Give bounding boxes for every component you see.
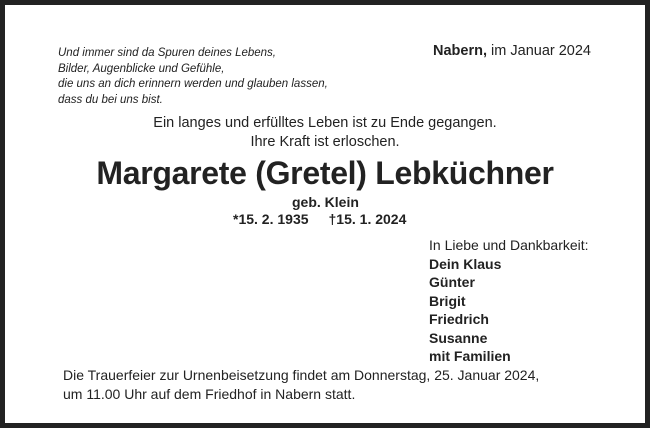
quote-line: die uns an dich erinnern werden und glauben lassen, xyxy=(58,78,328,90)
mourner-name: Günter xyxy=(429,274,475,290)
deceased-name: Margarete (Gretel) Lebküchner xyxy=(96,155,554,191)
quote-line: Und immer sind da Spuren deines Lebens, xyxy=(58,47,276,59)
mourner-name: mit Familien xyxy=(429,348,511,364)
ceremony-line-2: um 11.00 Uhr auf dem Friedhof in Nabern statt. xyxy=(63,386,356,402)
mourner-name: Susanne xyxy=(429,329,488,346)
intro-line-2: Ihre Kraft ist erloschen. xyxy=(250,134,400,150)
ceremony-info xyxy=(63,366,539,404)
life-dates xyxy=(233,211,406,227)
mourner-name: Dein Klaus xyxy=(429,255,502,272)
date: im Januar 2024 xyxy=(491,43,591,59)
maiden-name: geb. Klein xyxy=(292,194,359,210)
birth-date: *15. 2. 1935 xyxy=(233,211,309,227)
mourner-name: Brigit xyxy=(429,292,466,309)
ceremony-line-1: Die Trauerfeier zur Urnenbeisetzung findet am Donnerstag, 25. Januar 2024, xyxy=(63,367,540,383)
place: Nabern, xyxy=(433,43,488,59)
death-date: †15. 1. 2024 xyxy=(328,211,407,227)
mourners-list xyxy=(429,236,589,366)
intro-text xyxy=(5,114,645,152)
memorial-quote xyxy=(58,46,328,108)
quote-line: dass du bei uns bist. xyxy=(58,93,163,106)
quote-line: Bilder, Augenblicke und Gefühle, xyxy=(58,62,225,75)
mourners-greeting: In Liebe und Dankbarkeit: xyxy=(429,237,589,253)
place-date xyxy=(433,43,591,59)
mourner-name: Friedrich xyxy=(429,311,489,327)
intro-line-1: Ein langes und erfülltes Leben ist zu Ende gegangen. xyxy=(153,115,497,131)
